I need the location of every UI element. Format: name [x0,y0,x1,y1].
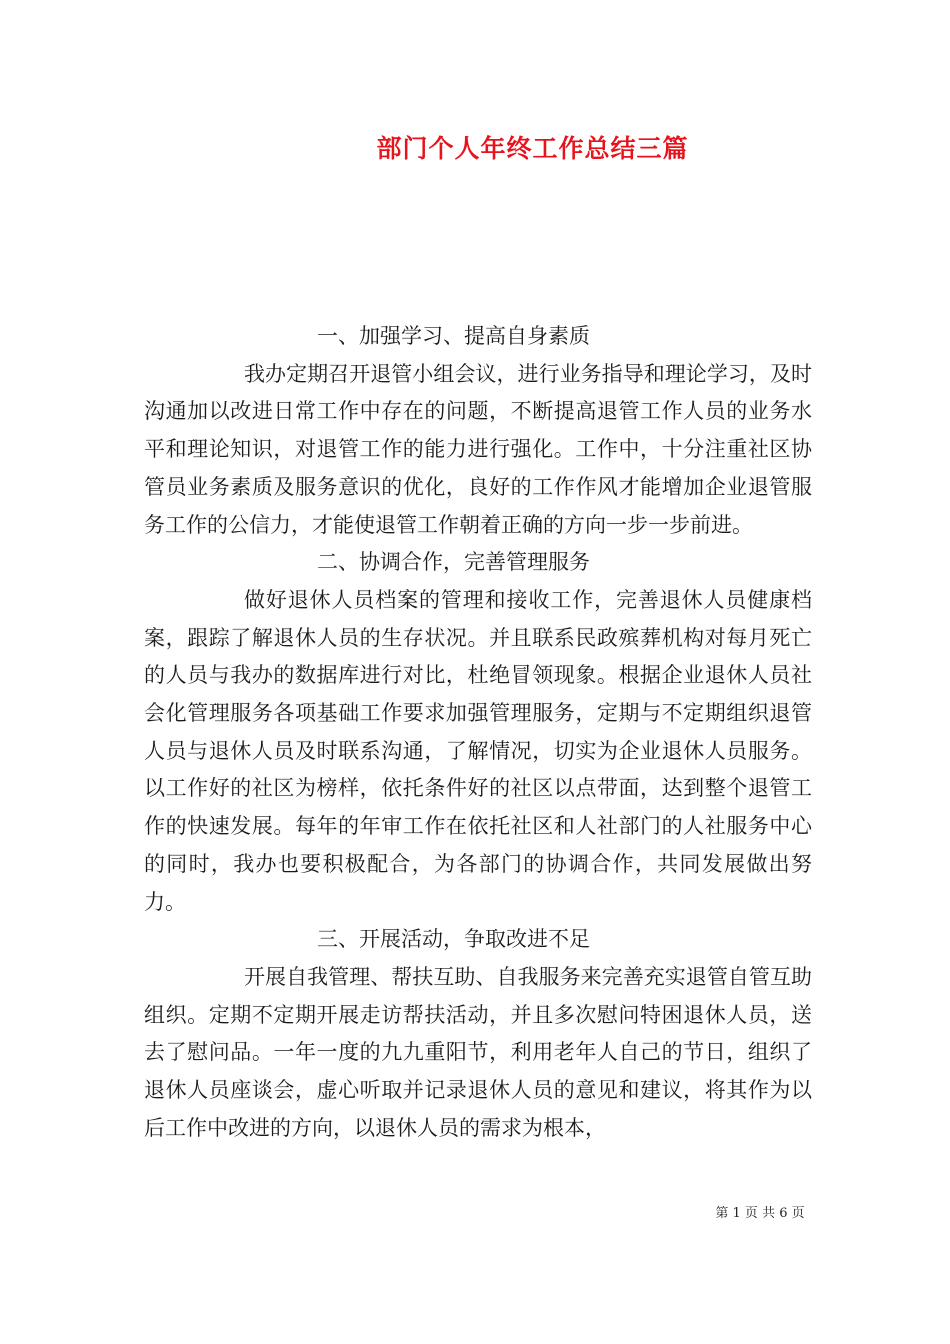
document-body [144,318,812,1147]
section-heading-2: 二、协调合作，完善管理服务 [317,550,590,575]
document-title: 部门个人年终工作总结三篇 [376,134,689,163]
page-footer: 第 1 页 共 6 页 [715,1206,805,1221]
section-paragraph-3: 开展自我管理、帮扶互助、自我服务来完善充实退管自管互助组织。定期不定期开展走访帮扶活动，并且多次慰问特困退休人员，送去了慰问品。一年一度的九九重阳节，利用老年人自己的节日，组织了退休人员座谈会，虚心听取并记录退休人员的意见和建议，将其作为以后工作中改进的方向，以退休人员的需求为根本， [144,964,812,1140]
section-heading-3: 三、开展活动，争取改进不足 [317,927,590,952]
section-paragraph-2: 做好退休人员档案的管理和接收工作，完善退休人员健康档案，跟踪了解退休人员的生存状况。并且联系民政殡葬机构对每月死亡的人员与我办的数据库进行对比，杜绝冒领现象。根据企业退休人员社会化管理服务各项基础工作要求加强管理服务，定期与不定期组织退管人员与退休人员及时联系沟通，了解情况，切实为企业退休人员服务。以工作好的社区为榜样，依托条件好的社区以点带面，达到整个退管工作的快速发展。每年的年审工作在依托社区和人社部门的人社服务中心的同时，我办也要积极配合，为各部门的协调合作，共同发展做出努力。 [144,587,812,914]
section-paragraph-1: 我办定期召开退管小组会议，进行业务指导和理论学习，及时沟通加以改进日常工作中存在的问题，不断提高退管工作人员的业务水平和理论知识，对退管工作的能力进行强化。工作中，十分注重社区协管员业务素质及服务意识的优化，良好的工作作风才能增加企业退管服务工作的公信力，才能使退管工作朝着正确的方向一步一步前进。 [144,361,812,537]
section-heading-1: 一、加强学习、提高自身素质 [317,324,590,348]
